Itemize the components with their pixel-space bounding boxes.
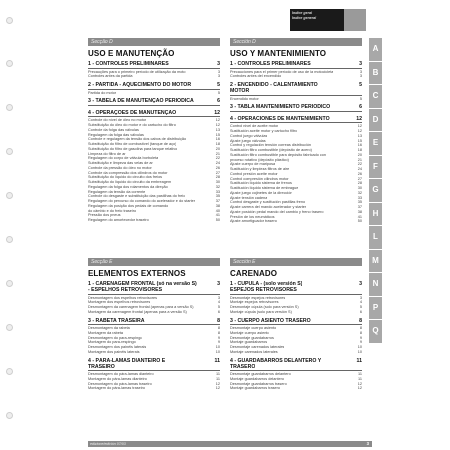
toc-entry xyxy=(88,358,220,395)
entry-rule xyxy=(230,95,362,96)
entry-heading-continued xyxy=(230,88,362,94)
entry-heading-text: 2 - PARTIDA - AQUECIMENTO DO MOTOR xyxy=(88,82,192,88)
entry-heading xyxy=(88,98,220,104)
toc-item-text: Sustitución aceite motor y cartucho filtro xyxy=(230,129,298,133)
toc-item-page: 24 xyxy=(215,161,220,165)
toc-item-page: 20 xyxy=(357,152,362,157)
toc-entry xyxy=(230,358,362,395)
header-label xyxy=(292,11,344,21)
toc-item-page: 35 xyxy=(357,200,362,205)
toc-item-text: Ajuste tensión cadena xyxy=(230,195,268,200)
toc-item-text: Ajuste posición pedal mando del cambio y freno trasero xyxy=(230,209,324,214)
toc-item-text: Montagem da rabeta xyxy=(88,330,124,335)
toc-item-page: 26 xyxy=(215,165,220,170)
toc-item-text: Desmontagem do pára-lamas traseiro xyxy=(88,381,152,386)
toc-item-text: Control nivel de aceite motor xyxy=(230,124,279,129)
entry-rule xyxy=(230,324,362,325)
section-tag: Sección E xyxy=(233,259,256,265)
toc-item-page: 4 xyxy=(217,300,220,305)
toc-item-page: 26 xyxy=(357,171,362,176)
entry-heading xyxy=(230,104,362,110)
toc-item-text: Precauciones para el primer período de uso de la motocicleta xyxy=(230,69,334,74)
toc-item-text: Control presión aceite motor xyxy=(230,171,278,176)
toc-item-page: 11 xyxy=(216,372,220,376)
toc-item-text: Control juego válvulas xyxy=(230,133,268,138)
entry-heading-page: 3 xyxy=(217,281,220,287)
entry-gap xyxy=(88,391,220,394)
toc-item-page: 12 xyxy=(215,386,220,391)
section-tab: C xyxy=(369,85,382,108)
toc-entry xyxy=(88,61,220,82)
toc-item-page: 12 xyxy=(357,381,362,386)
toc-item-page: 50 xyxy=(215,218,220,222)
entry-list xyxy=(230,281,362,394)
section-tag: Secção E xyxy=(91,259,113,265)
toc-item-page: 10 xyxy=(215,349,220,354)
entry-heading-text: 2 - ENCENDIDO - CALENTAMIENTO xyxy=(230,82,318,88)
toc-item-page: 33 xyxy=(357,195,362,200)
binder-hole xyxy=(6,148,13,155)
entry-heading-page: 12 xyxy=(214,109,220,116)
entry-heading-text: 1 - CARENAGEM FRONTAL (só na versão S) xyxy=(88,281,197,287)
toc-entry xyxy=(88,110,220,226)
entry-heading-text: TRASEIRO xyxy=(88,363,115,370)
entry-heading xyxy=(88,82,220,88)
toc-item-text: Pressão dos pneus xyxy=(88,213,121,218)
toc-item-page: 22 xyxy=(357,162,362,167)
toc-item-page: 35 xyxy=(215,194,220,199)
toc-item-text: Montagem do para-respingo xyxy=(88,340,136,345)
toc-item-text: Regulagem da posição dos pedais de comando xyxy=(88,203,169,208)
entry-heading-page: 8 xyxy=(217,317,220,324)
toc-item-page: 13 xyxy=(357,133,362,138)
entry-rule xyxy=(88,105,220,106)
toc-entry xyxy=(88,318,220,358)
entry-heading-text: ESPEJOS RETROVISORES xyxy=(230,287,297,293)
toc-item-page: 5 xyxy=(217,305,220,309)
toc-item-page: 3 xyxy=(217,295,220,300)
entry-list xyxy=(88,281,220,394)
binder-hole xyxy=(6,60,13,67)
entry-heading-continued xyxy=(230,287,362,293)
section-tab: D xyxy=(369,109,382,132)
binder-hole xyxy=(6,368,13,375)
toc-item-page: 9 xyxy=(359,340,362,345)
toc-item-text: Substituição do óleo do motor e do cartucho do filtro xyxy=(88,123,176,127)
toc-item-text: Controle do desgaste e substituição das pastilhas do freio xyxy=(88,194,186,199)
entry-heading xyxy=(230,116,362,122)
toc-item-text: Desmontaje carenados laterales xyxy=(230,345,285,349)
toc-item-text: Substituição e limpeza das velas de ar xyxy=(88,161,153,165)
toc-item-page: 3 xyxy=(359,295,362,300)
binder-hole xyxy=(6,412,13,419)
toc-item-page: 28 xyxy=(215,175,220,180)
toc-item-page: 50 xyxy=(357,219,362,224)
toc-entry xyxy=(230,104,362,116)
toc-item-text: Control desgaste y sustitución pastillas freno xyxy=(230,200,306,205)
toc-item-page: 12 xyxy=(357,386,362,391)
toc-item-text: Substituição do líquido do circuito da embreagem xyxy=(88,180,172,184)
entry-list xyxy=(230,61,362,227)
toc-item-page: 21 xyxy=(357,157,362,162)
entry-heading-text: 3 - CUERPO ASIENTO TRASERO xyxy=(230,317,311,324)
entry-heading-page: 3 xyxy=(359,281,362,287)
section-tab: E xyxy=(369,132,382,155)
toc-item-text: Control y regulación tensión correas distribución xyxy=(230,143,312,148)
toc-item-text: Regulagem do percurso do comando do acelerador e do starter xyxy=(88,199,196,203)
section-tag: Sección D xyxy=(233,39,256,45)
binder-hole xyxy=(6,236,13,243)
toc-item-text: Desmontaje guardabarros trasero xyxy=(230,381,287,386)
entry-heading-page: 11 xyxy=(356,357,362,364)
toc-item-text: Limpeza do filtro de ar xyxy=(88,151,126,156)
toc-item-text: Controles antes da partida xyxy=(88,74,133,79)
toc-item-text: Desmontaje cúpula (solo para versión S) xyxy=(230,305,299,309)
section-title: USO Y MANTENIMIENTO xyxy=(230,49,327,58)
toc-entry xyxy=(88,82,220,98)
toc-item-text: Regulagem do amortecedor traseiro xyxy=(88,218,149,222)
header-label-line: Índice geral xyxy=(292,11,312,15)
toc-item-page: 41 xyxy=(357,214,362,219)
toc-item-page: 12 xyxy=(215,381,220,386)
toc-item-text: do câmbio e do freio traseiro xyxy=(88,208,137,213)
toc-item-page: 22 xyxy=(215,156,220,161)
toc-item-page: 12 xyxy=(357,124,362,129)
entry-rule xyxy=(230,111,362,112)
entry-heading-text: TRASERO xyxy=(230,363,256,370)
toc-item-page: 37 xyxy=(215,199,220,203)
section-tag: Secção D xyxy=(91,39,113,45)
binder-hole xyxy=(6,324,13,331)
entry-rule xyxy=(230,68,362,69)
entry-heading-text: 4 - OPERAÇÕES DE MANUTENÇÃO xyxy=(88,109,177,116)
toc-entry xyxy=(88,281,220,318)
toc-item-text: Regulagem da folga dos rolamentos da direção xyxy=(88,184,168,189)
section-tabs xyxy=(369,38,382,344)
toc-entry xyxy=(230,318,362,358)
entry-heading-page: 5 xyxy=(359,82,362,88)
entry-heading-text: 1 - CONTROLES PRELIMINARES xyxy=(230,61,311,67)
entry-rule xyxy=(88,89,220,90)
entry-heading-text: 4 - OPERACIONES DE MANTENIMIENTO xyxy=(230,115,330,122)
toc-item-page: 18 xyxy=(215,142,220,146)
section-tab: G xyxy=(369,179,382,202)
entry-rule xyxy=(230,122,362,123)
toc-item-text: Ajuste cuerpo de mariposa xyxy=(230,162,276,167)
toc-item-text: Desmontaje guardabarros xyxy=(230,335,274,340)
toc-item-page: 32 xyxy=(215,184,220,189)
entry-rule xyxy=(88,68,220,69)
section-external-elements-pt xyxy=(88,258,220,394)
toc-item-page: 16 xyxy=(357,143,362,148)
entry-heading-page: 12 xyxy=(356,115,362,122)
toc-entry xyxy=(230,116,362,227)
entry-heading-page: 6 xyxy=(359,104,362,111)
page-number: 3 xyxy=(366,441,369,446)
toc-item-page: 16 xyxy=(215,137,220,142)
toc-item-text: Montaje guardabarros xyxy=(230,340,268,345)
entry-heading xyxy=(88,318,220,324)
toc-item-text: Montaje espejos retrovisores xyxy=(230,300,279,305)
toc-item-text: Precauções para o primeiro período de utilização da moto xyxy=(88,69,186,74)
toc-item-page: 8 xyxy=(217,330,220,335)
header-label-line: Índice general xyxy=(292,16,317,20)
toc-item-page: 11 xyxy=(216,376,220,381)
entry-heading-page: 11 xyxy=(214,357,220,364)
toc-item-page: 13 xyxy=(215,127,220,132)
toc-item-text: Montaje guardabarros delantero xyxy=(230,376,285,381)
toc-item-page: 12 xyxy=(215,123,220,127)
entry-gap xyxy=(230,224,362,227)
toc-item-page: 5 xyxy=(359,305,362,309)
toc-item-text: Desmontagem do pára-lamas dianteiro xyxy=(88,372,154,376)
entry-heading xyxy=(88,61,220,67)
entry-rule xyxy=(88,370,220,371)
toc-entry xyxy=(230,82,362,104)
toc-item-text: Montaje guardabarros trasero xyxy=(230,386,281,391)
toc-item-page: 18 xyxy=(357,148,362,152)
toc-item-text: Substituição do filtro de gasolina para tanque relativo xyxy=(88,146,178,151)
entry-rule xyxy=(88,294,220,295)
toc-item-text: Ajuste carrera del mando acelerador y starter xyxy=(230,205,307,209)
entry-rule xyxy=(88,116,220,117)
toc-item-text: Desmontaje guardabarros delantero xyxy=(230,372,291,376)
entry-heading-page: 5 xyxy=(217,82,220,88)
toc-item-page: 38 xyxy=(215,203,220,208)
toc-item-page: 9 xyxy=(217,335,220,340)
binder-hole xyxy=(6,17,13,24)
toc-item-text: Desmontaje espejos retrovisores xyxy=(230,295,286,300)
section-title: ELEMENTOS EXTERNOS xyxy=(88,269,186,278)
entry-rule xyxy=(230,370,362,371)
toc-item-text: Ajuste amortiguador trasero xyxy=(230,219,277,224)
toc-item-text: Controle da folga das válvulas xyxy=(88,127,139,132)
toc-item-page: 8 xyxy=(359,330,362,335)
entry-heading-text: 4 - PÁRA-LAMAS DIANTEIRO E xyxy=(88,357,166,364)
section-tab: B xyxy=(369,62,382,85)
toc-item-text: Desmontagem da rabeta xyxy=(88,326,130,330)
section-tab: Q xyxy=(369,320,382,343)
entry-heading-page: 3 xyxy=(359,61,362,67)
toc-item-page: 21 xyxy=(215,151,220,156)
toc-item-page: 12 xyxy=(357,129,362,133)
toc-item-text: Substituição do líquido do circuito dos freios xyxy=(88,175,163,180)
toc-item-text: Desmontagem dos espelhos retrovisores xyxy=(88,295,158,300)
toc-item-text: Desmontagem dos painéis laterais xyxy=(88,345,147,349)
section-tab: F xyxy=(369,156,382,179)
toc-entry xyxy=(88,98,220,110)
toc-item-text: Partida do motor xyxy=(88,90,117,95)
toc-item-page: 37 xyxy=(357,205,362,209)
entry-heading xyxy=(88,110,220,116)
toc-item-text: Ajuste juego cojinetes de la dirección xyxy=(230,190,293,195)
toc-item-page: 10 xyxy=(215,345,220,349)
toc-item-text: Montagem dos espelhos retrovisores xyxy=(88,300,151,305)
entry-heading-text: 1 - CONTROLES PRELIMINARES xyxy=(88,61,169,67)
toc-item-page: 12 xyxy=(215,118,220,123)
section-tab: L xyxy=(369,226,382,249)
toc-item-text: Montaje carenados laterales xyxy=(230,349,278,354)
toc-item-text: Montaje cuerpo asiento xyxy=(230,330,270,335)
toc-item-text: proceso rotativo (depósito plástico) xyxy=(230,157,289,162)
toc-item-text: Desmontagem do para-respingo xyxy=(88,335,143,340)
toc-item-text: Regulagem da folga das válvulas xyxy=(88,132,144,137)
toc-item-text: Controle da compressão dos cilindros do motor xyxy=(88,170,168,175)
toc-item-text: Controle da pressão do óleo no motor xyxy=(88,165,152,170)
toc-item-text: Control compresión cilindros motor xyxy=(230,176,289,181)
toc-item-page: 8 xyxy=(359,326,362,330)
toc-item-text: Presión de los neumáticos xyxy=(230,214,275,219)
entry-heading-text: 4 - GUARDABARROS DELANTERO Y xyxy=(230,357,322,364)
toc-item-text: Montagem dos painéis laterais xyxy=(88,349,140,354)
section-tab: N xyxy=(369,273,382,296)
toc-item-text: Sustitución filtro combustible (depósito de acero) xyxy=(230,148,312,152)
toc-item-page: 15 xyxy=(215,132,220,137)
toc-item-page: 41 xyxy=(215,213,220,218)
toc-item-text: Sustitución y limpieza filtros de aire xyxy=(230,167,290,171)
toc-item-page: 20 xyxy=(215,146,220,151)
section-fairing-es xyxy=(230,258,362,394)
binder-hole xyxy=(6,192,13,199)
edition-label: edizione/edición 07/03 xyxy=(90,442,126,446)
section-tag-bar xyxy=(88,258,220,266)
section-tab: P xyxy=(369,297,382,320)
toc-item-page: 38 xyxy=(357,209,362,214)
toc-item-text: Ajuste juego válvulas xyxy=(230,138,266,143)
toc-item-page: 15 xyxy=(357,138,362,143)
entry-heading-text: 3 - TABLA MANTENIMIENTO PERIÓDICO xyxy=(230,104,331,111)
toc-item-page: 27 xyxy=(215,170,220,175)
toc-entry xyxy=(230,281,362,318)
section-use-maintenance-pt xyxy=(88,38,220,226)
toc-item-page: 6 xyxy=(359,309,362,314)
section-title: CARENADO xyxy=(230,269,278,278)
entry-list xyxy=(88,61,220,226)
entry-rule xyxy=(230,294,362,295)
footer-bar xyxy=(88,441,372,447)
toc-item-text: Controles antes del encendido xyxy=(230,74,282,79)
toc-item-text: Montagem do pára-lamas traseiro xyxy=(88,386,145,391)
header-accent-block xyxy=(344,9,366,31)
toc-item-text: Encendido motor xyxy=(230,96,259,101)
section-tab: A xyxy=(369,38,382,61)
entry-heading-text: MOTOR xyxy=(230,88,250,94)
toc-item-text: Montaje cúpula (solo para versión S) xyxy=(230,309,292,314)
section-tag-bar xyxy=(230,38,362,46)
toc-item-page: 28 xyxy=(357,181,362,186)
toc-item-page: 10 xyxy=(357,349,362,354)
toc-item-page: 6 xyxy=(217,309,220,314)
entry-gap xyxy=(230,391,362,394)
toc-item-text: Regulagem da tensão da corrente xyxy=(88,189,146,194)
toc-item-page: 5 xyxy=(359,96,362,101)
toc-item-page: 9 xyxy=(217,340,220,345)
toc-item-page: 11 xyxy=(358,376,362,381)
entry-heading-continued xyxy=(88,364,220,370)
section-tab: M xyxy=(369,250,382,273)
entry-heading-page: 8 xyxy=(359,317,362,324)
entry-heading-text: 3 - TABELA DE MANUTENÇÃO PERIÓDICA xyxy=(88,98,194,105)
toc-item-page: 11 xyxy=(358,372,362,376)
toc-item-page: 10 xyxy=(357,345,362,349)
section-tag-bar xyxy=(230,258,362,266)
toc-item-page: 40 xyxy=(215,208,220,213)
section-tag-bar xyxy=(88,38,220,46)
entry-gap xyxy=(88,223,220,226)
toc-item-page: 4 xyxy=(359,300,362,305)
section-tab: H xyxy=(369,203,382,226)
toc-item-page: 3 xyxy=(217,74,220,79)
toc-item-page: 9 xyxy=(359,335,362,340)
entry-heading-page: 3 xyxy=(217,61,220,67)
toc-item-page: 30 xyxy=(357,186,362,190)
toc-item-text: Desmontaje cuerpo asiento xyxy=(230,326,277,330)
entry-heading-text: - ESPELHOS RETROVISORES xyxy=(88,287,163,293)
binder-hole xyxy=(6,280,13,287)
toc-item-page: 5 xyxy=(217,90,220,95)
binder-hole xyxy=(6,104,13,111)
toc-item-page: 24 xyxy=(357,167,362,171)
toc-entry xyxy=(230,61,362,82)
toc-item-text: Controle do nível de óleo no motor xyxy=(88,118,147,123)
toc-item-page: 33 xyxy=(215,189,220,194)
entry-rule xyxy=(88,324,220,325)
entry-heading-page: 6 xyxy=(217,98,220,105)
entry-heading-continued xyxy=(88,287,220,293)
toc-item-page: 32 xyxy=(357,190,362,195)
toc-item-text: Sustitución filtro combustible para depósito fabricado con xyxy=(230,152,327,157)
toc-item-text: Sustitución líquido sistema de embrague xyxy=(230,186,299,190)
toc-item-text: Substituição do filtro de combustível (tanque de aço) xyxy=(88,142,177,146)
section-use-maintenance-es xyxy=(230,38,362,227)
toc-item-page: 27 xyxy=(357,176,362,181)
entry-heading xyxy=(230,61,362,67)
entry-heading-continued xyxy=(230,364,362,370)
entry-heading-text: 3 - RABETA TRASEIRA xyxy=(88,317,145,324)
toc-item-page: 8 xyxy=(217,326,220,330)
toc-item-text: Sustitución líquido sistema de frenos xyxy=(230,181,292,186)
entry-heading xyxy=(230,318,362,324)
toc-item-text: Controle e regulagem da tensão dos cabos de distribuição xyxy=(88,137,187,142)
toc-item-page: 30 xyxy=(215,180,220,184)
toc-item-text: Montagem do pára-lamas dianteiro xyxy=(88,376,147,381)
toc-item-page: 3 xyxy=(359,74,362,79)
toc-item-page: 3 xyxy=(359,69,362,74)
toc-item-page: 3 xyxy=(217,69,220,74)
toc-item-text: Desmontagem da carenagem frontal (apenas para a versão S) xyxy=(88,305,194,309)
entry-heading-text: 1 - CÚPULA - (solo versión S) xyxy=(230,281,303,287)
toc-item-text: Regulagem do corpo de válvula borboleta xyxy=(88,156,159,161)
section-title: USO E MANUTENÇÃO xyxy=(88,49,175,58)
toc-item-text: Montagem da carenagem frontal (apenas para a versão S) xyxy=(88,309,187,314)
